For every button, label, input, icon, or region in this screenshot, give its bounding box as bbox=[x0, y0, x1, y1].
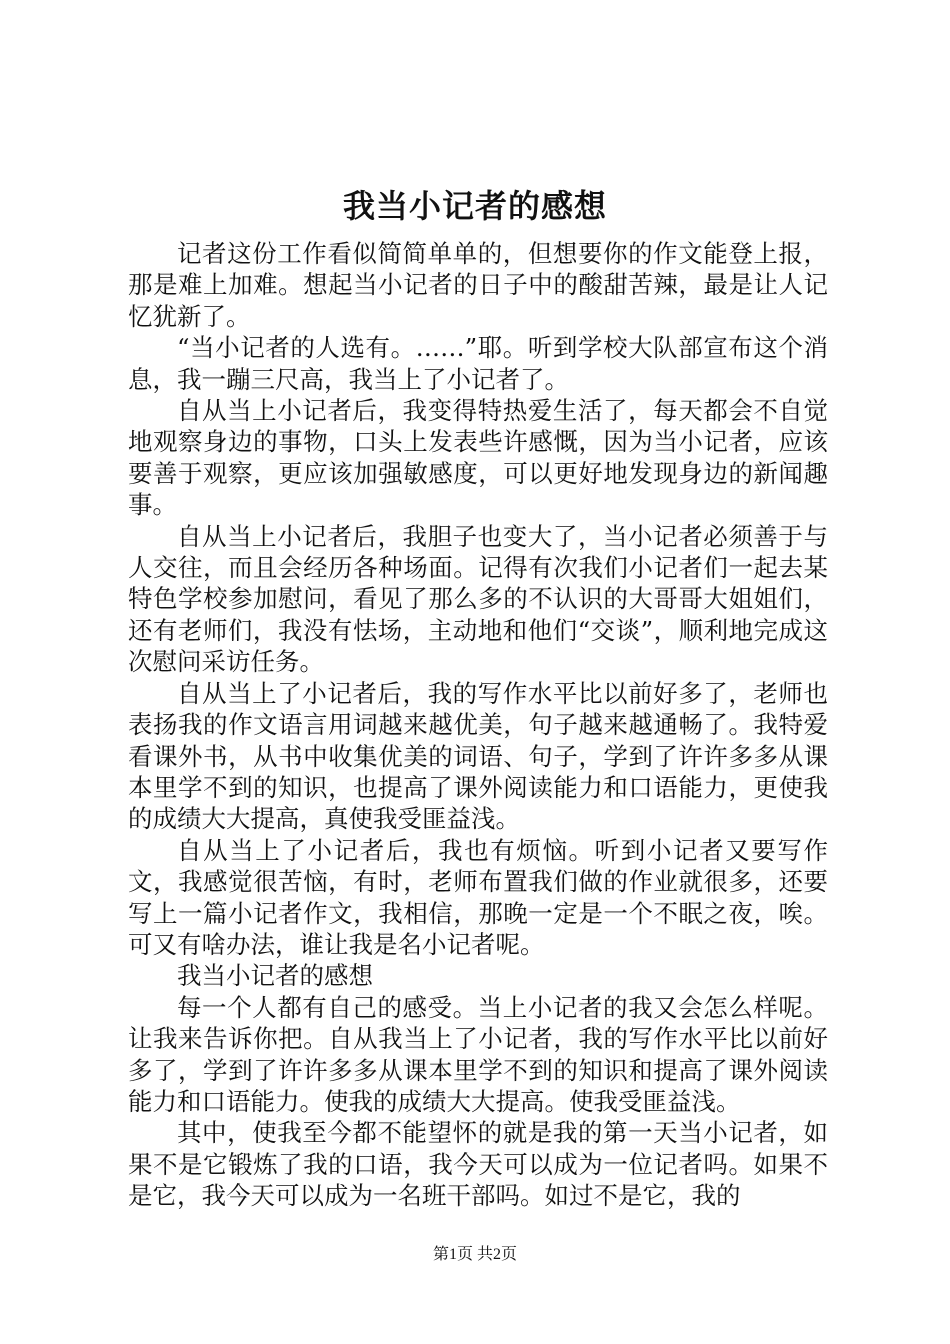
paragraph: 自从当上小记者后，我胆子也变大了，当小记者必须善于与人交往，而且会经历各种场面。记得有次我们小记者们一起去某特色学校参加慰问，看见了那么多的不认识的大哥哥大姐姐们，还有老师们，我没有怯场，主动地和他们“交谈”，顺利地完成这次慰问采访任务。 bbox=[128, 521, 828, 677]
paragraph: 自从当上了小记者后，我也有烦恼。听到小记者又要写作文，我感觉很苦恼，有时，老师布置我们做的作业就很多，还要写上一篇小记者作文，我相信，那晚一定是一个不眠之夜，唉。可又有啥办法，谁让我是名小记者呢。 bbox=[128, 835, 828, 959]
document-body bbox=[128, 238, 828, 1212]
paragraph: “当小记者的人选有。……”耶。听到学校大队部宣布这个消息，我一蹦三尺高，我当上了小记者了。 bbox=[128, 333, 828, 394]
paragraph: 记者这份工作看似简简单单的，但想要你的作文能登上报，那是难上加难。想起当小记者的日子中的酸甜苦辣，最是让人记忆犹新了。 bbox=[128, 239, 828, 331]
paragraph: 自从当上小记者后，我变得特热爱生活了，每天都会不自觉地观察身边的事物，口头上发表些许感慨，因为当小记者，应该要善于观察，更应该加强敏感度，可以更好地发现身边的新闻趣事。 bbox=[128, 396, 828, 520]
section-heading: 我当小记者的感想 bbox=[177, 961, 373, 991]
paragraph: 其中，使我至今都不能望怀的就是我的第一天当小记者，如果不是它锻炼了我的口语，我今天可以成为一位记者吗。如果不是它，我今天可以成为一名班干部吗。如过不是它，我的 bbox=[128, 1118, 828, 1211]
paragraph: 每一个人都有自己的感受。当上小记者的我又会怎么样呢。让我来告诉你把。自从我当上了小记者，我的写作水平比以前好多了，学到了许许多多从课本里学不到的知识和提高了课外阅读能力和口语能力。使我的成绩大大提高。使我受匪益浅。 bbox=[128, 992, 828, 1116]
document-title: 我当小记者的感想 bbox=[342, 187, 607, 225]
paragraph: 自从当上了小记者后，我的写作水平比以前好多了，老师也表扬我的作文语言用词越来越优美，句子越来越通畅了。我特爱看课外书，从书中收集优美的词语、句子，学到了许许多多从课本里学不到的知识，也提高了课外阅读能力和口语能力，更使我的成绩大大提高，真使我受匪益浅。 bbox=[128, 678, 828, 834]
page-footer: 第1页 共2页 bbox=[432, 1246, 517, 1263]
